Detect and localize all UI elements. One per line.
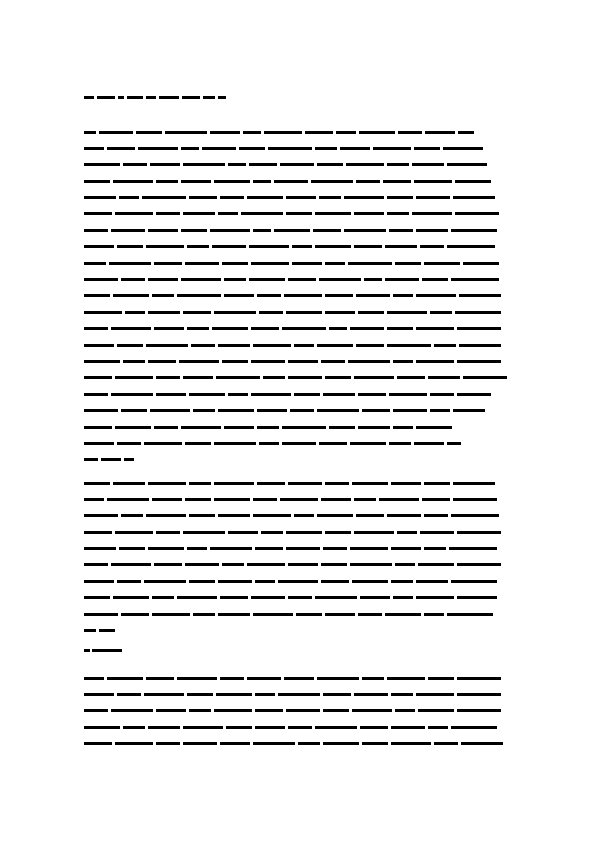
- text-line: [84, 278, 512, 282]
- text-line: [84, 409, 512, 413]
- text-line: [84, 425, 512, 429]
- text-line: [84, 530, 512, 534]
- text-line: [84, 596, 512, 600]
- document-title: [84, 96, 226, 104]
- section-subheading: [84, 649, 122, 652]
- paragraph-3: [84, 676, 512, 758]
- text-line: [84, 359, 512, 363]
- text-line: [84, 514, 512, 518]
- text-line: [84, 179, 512, 183]
- text-line: [84, 692, 512, 696]
- text-line: [84, 212, 512, 216]
- paragraph-1: [84, 130, 512, 474]
- text-line: [84, 228, 512, 232]
- text-line: [84, 563, 512, 567]
- text-line: [84, 441, 512, 445]
- text-line: [84, 709, 512, 713]
- text-line: [84, 196, 512, 200]
- text-line: [84, 310, 512, 314]
- text-line: [84, 612, 512, 616]
- text-line: [84, 676, 512, 680]
- text-line: [84, 547, 512, 551]
- text-line: [84, 327, 512, 331]
- text-line: [84, 130, 512, 134]
- text-line: [84, 146, 512, 150]
- text-line: [84, 458, 512, 462]
- text-line: [84, 245, 512, 249]
- text-line: [84, 294, 512, 298]
- text-line: [84, 629, 512, 633]
- text-line: [84, 481, 512, 485]
- text-line: [84, 725, 512, 729]
- text-line: [84, 497, 512, 501]
- text-line: [84, 343, 512, 347]
- text-line: [84, 163, 512, 167]
- paragraph-2: [84, 481, 512, 645]
- text-line: [84, 579, 512, 583]
- text-line: [84, 392, 512, 396]
- text-line: [84, 261, 512, 265]
- text-line: [84, 376, 512, 380]
- text-line: [84, 742, 512, 746]
